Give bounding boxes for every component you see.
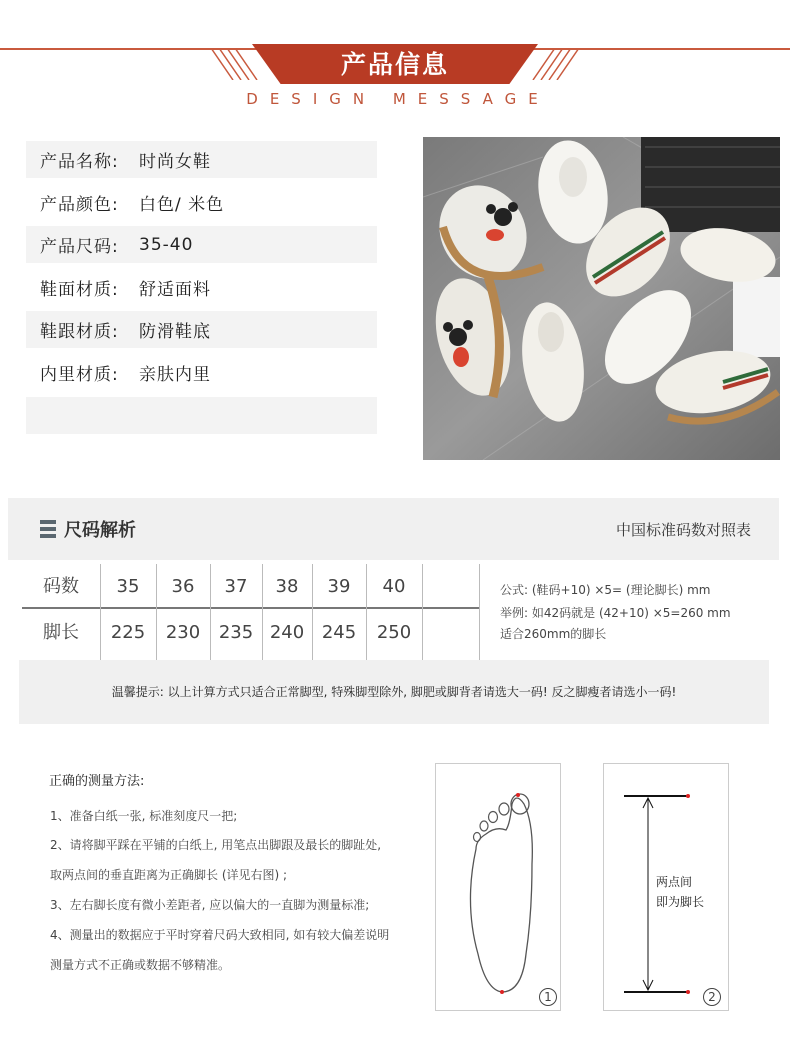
length-cell: 235: [218, 622, 254, 643]
method-step: 取两点间的垂直距离为正确脚长 (详见右图) ;: [50, 868, 288, 882]
info-label: 鞋跟材质:: [40, 322, 119, 342]
info-label: 内里材质:: [40, 365, 119, 385]
page-subtitle: DESIGN MESSAGE: [246, 90, 550, 108]
info-value: 舒适面料: [139, 280, 211, 300]
foot-outline-icon: [436, 764, 562, 1012]
length-cell: 240: [269, 622, 305, 643]
length-cell: 245: [321, 622, 357, 643]
info-value: 防滑鞋底: [139, 322, 211, 342]
size-cell: 40: [382, 576, 406, 597]
info-label: 产品尺码:: [40, 237, 119, 257]
info-row-name: [26, 141, 377, 178]
measure-label-line: 即为脚长: [656, 895, 705, 909]
info-value: 35-40: [139, 234, 194, 255]
method-title: 正确的测量方法:: [49, 774, 145, 789]
size-standard-label: 中国标准码数对照表: [616, 521, 752, 539]
page-title: 产品信息: [340, 50, 449, 79]
size-cell: 39: [327, 576, 351, 597]
size-row-header: 码数: [43, 576, 79, 597]
info-row-upper: [26, 269, 377, 306]
info-row-color: [26, 184, 377, 221]
info-row-lining: [26, 354, 377, 391]
method-step: 4、测量出的数据应于平时穿着尺码大致相同, 如有较大偏差说明: [50, 928, 390, 942]
size-cell: 37: [224, 576, 248, 597]
info-label: 鞋面材质:: [40, 280, 119, 300]
info-value: 时尚女鞋: [139, 152, 211, 172]
length-cell: 230: [165, 622, 201, 643]
info-row-size: [26, 226, 377, 263]
info-row-empty: [26, 397, 377, 434]
formula-example: 举例: 如42码就是 (42+10) ×5=260 mm: [500, 606, 731, 620]
info-value: 白色/ 米色: [139, 195, 225, 215]
info-value: 亲肤内里: [139, 365, 211, 385]
method-step: 2、请将脚平踩在平铺的白纸上, 用笔点出脚跟及最长的脚趾处,: [50, 838, 382, 852]
info-label: 产品颜色:: [40, 195, 119, 215]
method-step: 3、左右脚长度有微小差距者, 应以偏大的一直脚为测量标准;: [50, 898, 370, 912]
size-cell: 36: [171, 576, 195, 597]
size-cell: 38: [275, 576, 299, 597]
size-table-divider: [22, 607, 479, 609]
size-cell: 35: [116, 576, 140, 597]
length-row-header: 脚长: [43, 622, 79, 643]
method-step: 1、准备白纸一张, 标准刻度尺一把;: [50, 809, 238, 823]
info-label: 产品名称:: [40, 152, 119, 172]
size-section-title: 尺码解析: [64, 520, 136, 541]
info-row-heel: [26, 311, 377, 348]
foot-figure: [435, 763, 561, 1011]
menu-icon: [40, 520, 56, 538]
figure-number: 1: [539, 988, 557, 1006]
measure-label: [656, 872, 704, 912]
size-table-vline: [422, 564, 423, 660]
sneakers-photo: [423, 137, 780, 460]
method-step: 测量方式不正确或数据不够精准。: [50, 958, 231, 972]
figure-number: 2: [703, 988, 721, 1006]
length-cell: 250: [376, 622, 412, 643]
tip-text: 温馨提示: 以上计算方式只适合正常脚型, 特殊脚型除外, 脚肥或脚背者请选大一码! 反之脚瘦者请选小一码!: [111, 685, 677, 699]
length-cell: 225: [110, 622, 146, 643]
measure-label-line: 两点间: [656, 875, 693, 889]
size-table-vline: [479, 564, 480, 660]
formula-line: 公式: (鞋码+10) ×5= (理论脚长) mm: [500, 583, 711, 597]
formula-note: 适合260mm的脚长: [500, 627, 607, 641]
